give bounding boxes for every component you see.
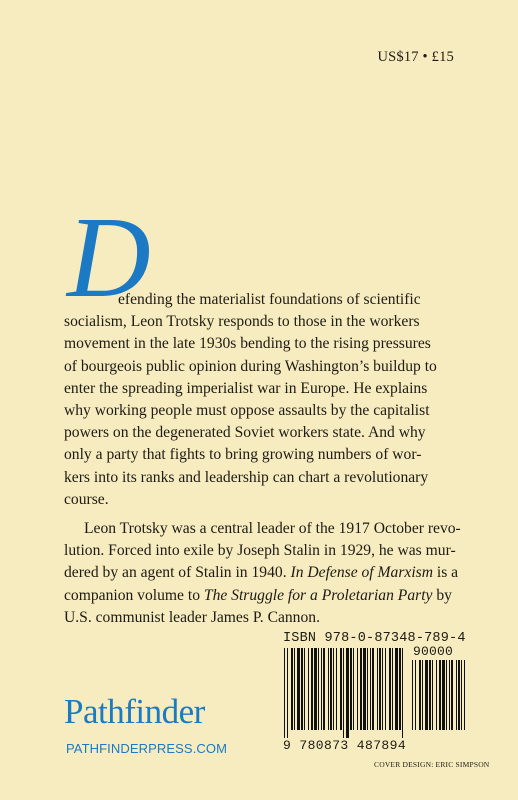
barcode-bar	[363, 648, 366, 730]
barcode-bar	[446, 660, 447, 730]
barcode-bar	[287, 648, 288, 738]
barcode-bar	[382, 648, 383, 730]
author-line: companion volume to The Struggle for a Proletarian Party by	[64, 586, 452, 604]
barcode-bar	[385, 648, 386, 730]
drop-cap: D	[67, 194, 151, 322]
publisher-website: PATHFINDERPRESS.COM	[66, 741, 228, 756]
description-line: enter the spreading imperialist war in Europe. He explains	[64, 379, 428, 397]
description-line: of bourgeois public opinion during Washington’s buildup to	[64, 357, 437, 375]
barcode-bar	[456, 660, 457, 730]
barcode-bar	[333, 648, 334, 730]
barcode-bar	[432, 660, 433, 730]
companion-book-title: The Struggle for a Proletarian Party	[203, 586, 433, 604]
barcode-bar	[367, 648, 368, 730]
design-credit: COVER DESIGN: ERIC SIMPSON	[374, 760, 490, 769]
description-line: socialism, Leon Trotsky responds to those in the workers	[64, 313, 420, 331]
barcode-bar	[442, 660, 445, 730]
barcode-bar	[370, 648, 371, 730]
price-label: US$17 • £15	[377, 49, 454, 65]
barcode-bar	[392, 648, 393, 730]
barcode-bar	[284, 648, 285, 738]
publisher-logo: Pathfinder	[64, 692, 205, 731]
book-title: In Defense of Marxism	[290, 564, 433, 582]
barcode-bar	[372, 648, 374, 730]
barcode-bar	[464, 660, 465, 730]
description-paragraph	[64, 289, 464, 511]
barcode-bar	[377, 648, 378, 730]
isbn-label: ISBN 978-0-87348-789-4	[283, 631, 466, 646]
barcode-bar	[360, 648, 362, 730]
barcode-bar	[451, 660, 453, 730]
barcode-bar	[379, 648, 381, 730]
ean-barcode	[284, 648, 408, 738]
barcode-bar	[429, 660, 431, 730]
barcode-bar	[343, 648, 344, 738]
author-line: U.S. communist leader James P. Cannon.	[64, 608, 320, 626]
barcode-bar	[304, 648, 305, 730]
barcode-bar	[318, 648, 319, 730]
barcode-bar	[297, 648, 300, 730]
barcode-bar	[436, 660, 437, 730]
barcode-bar	[389, 648, 391, 730]
barcode-bar	[461, 660, 462, 730]
description-line: course.	[64, 490, 109, 508]
author-paragraph	[64, 518, 464, 629]
description-line: powers on the degenerated Soviet workers state. And why	[64, 424, 426, 442]
author-line: dered by an agent of Stalin in 1940. In Defense of Marxism is a	[64, 564, 459, 582]
author-line: Leon Trotsky was a central leader of the 1917 October revo-	[84, 520, 461, 537]
barcode-bar	[330, 648, 332, 730]
barcode-bar	[308, 648, 309, 730]
barcode-bar	[321, 648, 322, 730]
barcode-bar	[291, 648, 293, 730]
barcode-bar	[301, 648, 303, 730]
barcode-bar	[399, 648, 401, 730]
barcode-bar	[328, 648, 329, 730]
barcode-bar	[402, 648, 403, 738]
barcode-bar	[336, 648, 337, 730]
barcode-bar	[439, 660, 441, 730]
barcode-bar	[350, 648, 352, 730]
barcode-bar	[395, 648, 398, 730]
barcode-bar	[294, 648, 295, 730]
barcode-bar	[415, 660, 416, 730]
barcode-bar	[346, 648, 349, 738]
barcode-bar	[311, 648, 313, 730]
description-line: efending the materialist foundations of scientific	[118, 291, 421, 308]
barcode-bar	[412, 660, 413, 730]
barcode-bar	[323, 648, 325, 730]
addon-barcode	[412, 660, 468, 738]
description-line: movement in the late 1930s bending to the rising pressures	[64, 335, 431, 353]
ean-number: 9 780873 487894	[283, 738, 407, 753]
author-line: lution. Forced into exile by Joseph Stalin in 1929, he was mur-	[64, 542, 456, 560]
barcode-bar	[353, 648, 354, 730]
description-line: only a party that fights to bring growing numbers of wor-	[64, 446, 422, 464]
barcode-bar	[419, 660, 421, 730]
barcode-bar	[422, 660, 423, 730]
description-line: why working people must oppose assaults by the capitalist	[64, 402, 430, 420]
barcode-bar	[425, 660, 428, 730]
barcode-bar	[357, 648, 358, 730]
price-code: 90000	[413, 644, 454, 659]
barcode-bar	[458, 660, 460, 730]
barcode-bar	[314, 648, 317, 730]
description-line: kers into its ranks and leadership can chart a revolutionary	[64, 468, 429, 486]
barcode-bar	[340, 648, 342, 730]
barcode-bar	[449, 660, 450, 730]
